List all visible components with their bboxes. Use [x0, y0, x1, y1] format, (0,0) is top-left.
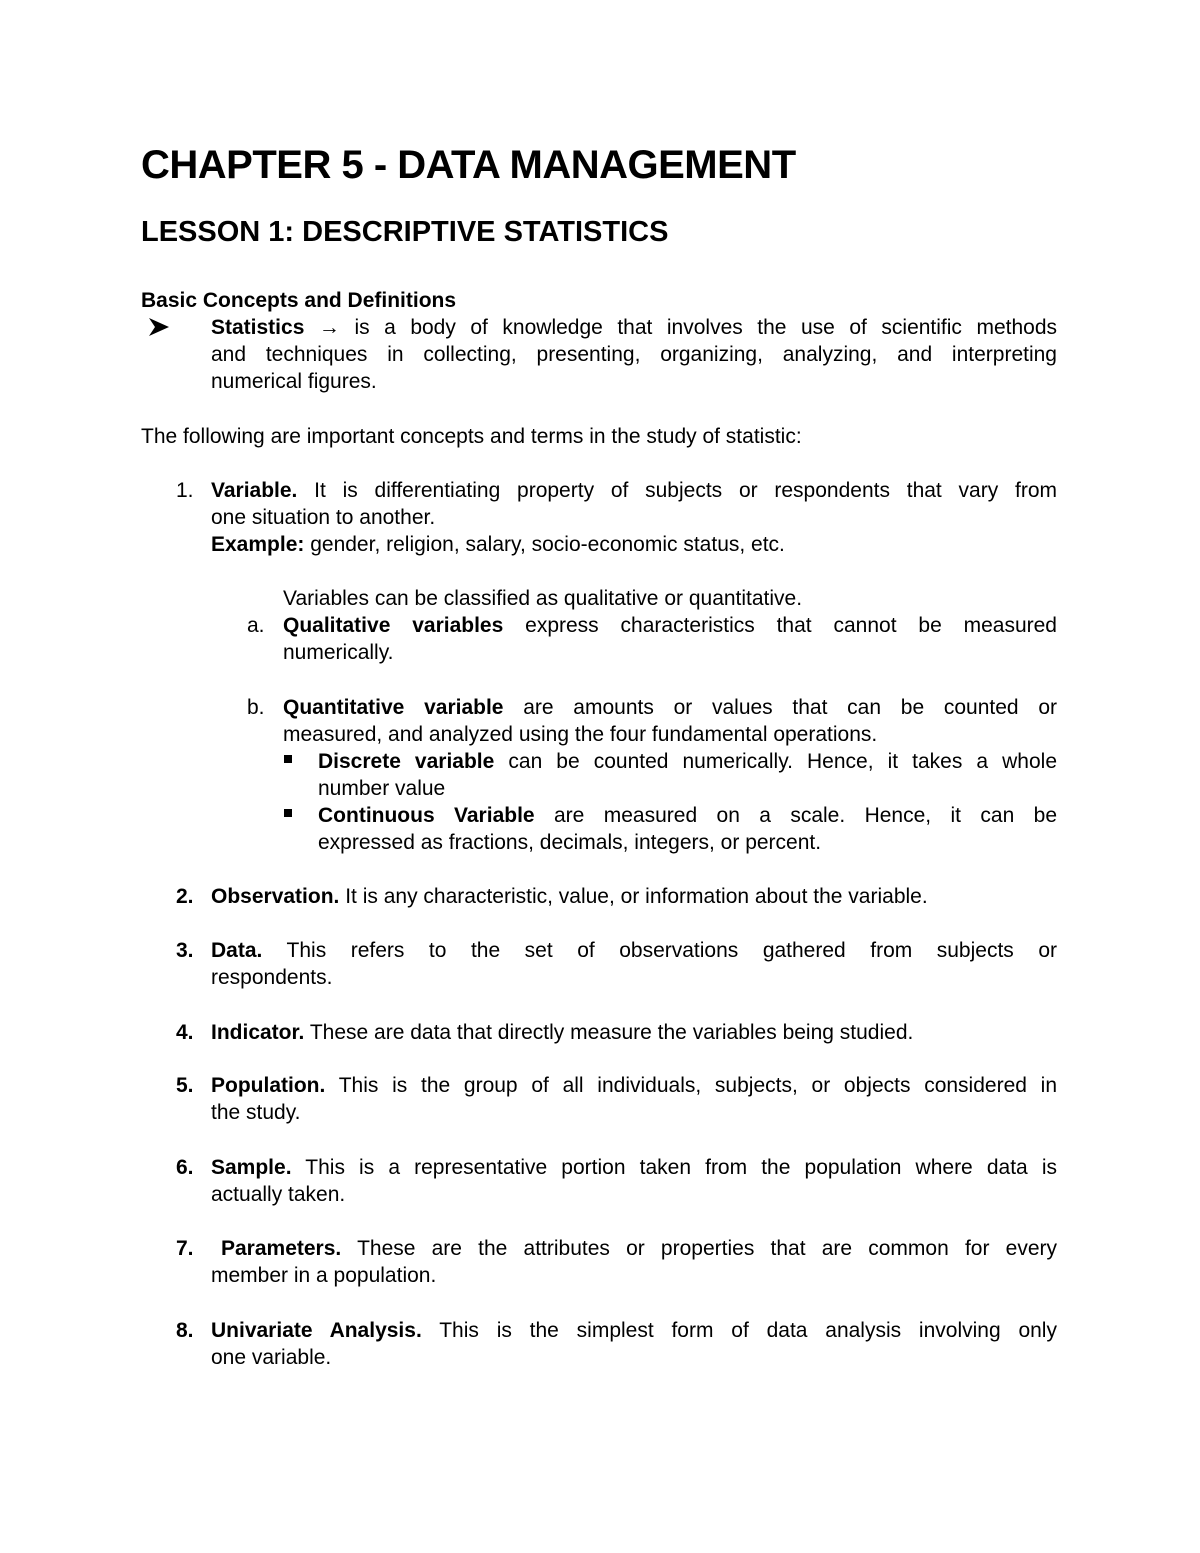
- variable-line1: [211, 477, 1057, 504]
- continuous-line2: expressed as fractions, decimals, integers, or percent.: [318, 831, 822, 854]
- observation-line1: [211, 883, 928, 910]
- qualitative-line1: [283, 612, 1057, 639]
- variable-example: [211, 531, 785, 558]
- example-label: Example:: [211, 533, 305, 556]
- indicator-line1: [211, 1019, 913, 1046]
- discrete-line1: [318, 748, 1057, 775]
- data-term: Data.: [211, 939, 263, 962]
- observation-text1: It is any characteristic, value, or information about the variable.: [345, 885, 928, 908]
- item-number-1: 1.: [176, 479, 194, 502]
- statistics-def-line3: numerical figures.: [211, 370, 377, 393]
- statistics-def-line2: and techniques in collecting, presenting, organizing, analyzing, and interpreting: [211, 343, 1057, 366]
- statistics-def-text1: is a body of knowledge that involves the use of scientific methods: [354, 316, 1057, 339]
- item-number-7-text: 7.: [176, 1237, 194, 1260]
- example-text: gender, religion, salary, socio-economic status, etc.: [310, 533, 785, 556]
- item-number-8: [176, 1317, 194, 1344]
- population-term: Population.: [211, 1074, 326, 1097]
- statistics-arrow: →: [318, 316, 340, 339]
- item-number-3-text: 3.: [176, 939, 194, 962]
- variable-text1: It is differentiating property of subjects or respondents that vary from: [314, 479, 1057, 502]
- qualitative-term: Qualitative variables: [283, 614, 504, 637]
- quantitative-term: Quantitative variable: [283, 696, 504, 719]
- qualitative-text1: express characteristics that cannot be measured: [525, 614, 1057, 637]
- quantitative-text1: are amounts or values that can be counted or: [523, 696, 1057, 719]
- sample-line2: actually taken.: [211, 1183, 346, 1206]
- classification-intro: Variables can be classified as qualitative or quantitative.: [283, 587, 803, 610]
- parameters-line2: member in a population.: [211, 1264, 437, 1287]
- variable-term: Variable.: [211, 479, 298, 502]
- item-number-3: [176, 937, 194, 964]
- item-number-7: [176, 1235, 194, 1262]
- parameters-term: Parameters.: [221, 1237, 342, 1260]
- item-number-4-text: 4.: [176, 1021, 194, 1044]
- univariate-line1: [211, 1317, 1057, 1344]
- parameters-line1: [221, 1235, 1057, 1262]
- discrete-term: Discrete variable: [318, 750, 495, 773]
- univariate-line2: one variable.: [211, 1346, 332, 1369]
- variable-line2: one situation to another.: [211, 506, 436, 529]
- sample-term: Sample.: [211, 1156, 292, 1179]
- continuous-text1: are measured on a scale. Hence, it can be: [554, 804, 1058, 827]
- item-number-2: [176, 883, 194, 910]
- population-line2: the study.: [211, 1101, 301, 1124]
- quantitative-line1: [283, 694, 1057, 721]
- observation-term: Observation.: [211, 885, 340, 908]
- chapter-title: CHAPTER 5 - DATA MANAGEMENT: [141, 143, 796, 187]
- discrete-text1: can be counted numerically. Hence, it takes a whole: [508, 750, 1057, 773]
- qualitative-line2: numerically.: [283, 641, 394, 664]
- arrowhead-bullet-icon: [148, 317, 170, 337]
- item-number-5-text: 5.: [176, 1074, 194, 1097]
- parameters-text1: These are the attributes or properties that are common for every: [357, 1237, 1057, 1260]
- item-number-6-text: 6.: [176, 1156, 194, 1179]
- data-line2: respondents.: [211, 966, 333, 989]
- item-number-2-text: 2.: [176, 885, 194, 908]
- intro-sentence: The following are important concepts and terms in the study of statistic:: [141, 425, 802, 448]
- indicator-term: Indicator.: [211, 1021, 305, 1044]
- population-text1: This is the group of all individuals, subjects, or objects considered in: [338, 1074, 1057, 1097]
- univariate-text1: This is the simplest form of data analysis involving only: [439, 1319, 1057, 1342]
- continuous-line1: [318, 802, 1057, 829]
- item-number-5: [176, 1072, 194, 1099]
- sample-text1: This is a representative portion taken from the population where data is: [305, 1156, 1057, 1179]
- quantitative-letter: b.: [247, 696, 265, 719]
- indicator-text1: These are data that directly measure the variables being studied.: [309, 1021, 914, 1044]
- continuous-term: Continuous Variable: [318, 804, 535, 827]
- item-number-8-text: 8.: [176, 1319, 194, 1342]
- item-number-4: [176, 1019, 194, 1046]
- discrete-line2: number value: [318, 777, 446, 800]
- section-heading: [141, 287, 456, 314]
- qualitative-letter: a.: [247, 614, 265, 637]
- lesson-title: LESSON 1: DESCRIPTIVE STATISTICS: [141, 216, 669, 248]
- item-number-6: [176, 1154, 194, 1181]
- data-line1: [211, 937, 1057, 964]
- statistics-term: Statistics: [211, 316, 305, 339]
- square-bullet-icon: [284, 809, 292, 817]
- square-bullet-icon: [284, 755, 292, 763]
- quantitative-line2: measured, and analyzed using the four fundamental operations.: [283, 723, 878, 746]
- section-heading-text: Basic Concepts and Definitions: [141, 289, 457, 312]
- sample-line1: [211, 1154, 1057, 1181]
- statistics-def-line1: [211, 314, 1057, 341]
- population-line1: [211, 1072, 1057, 1099]
- univariate-term: Univariate Analysis.: [211, 1319, 422, 1342]
- data-text1: This refers to the set of observations gathered from subjects or: [286, 939, 1057, 962]
